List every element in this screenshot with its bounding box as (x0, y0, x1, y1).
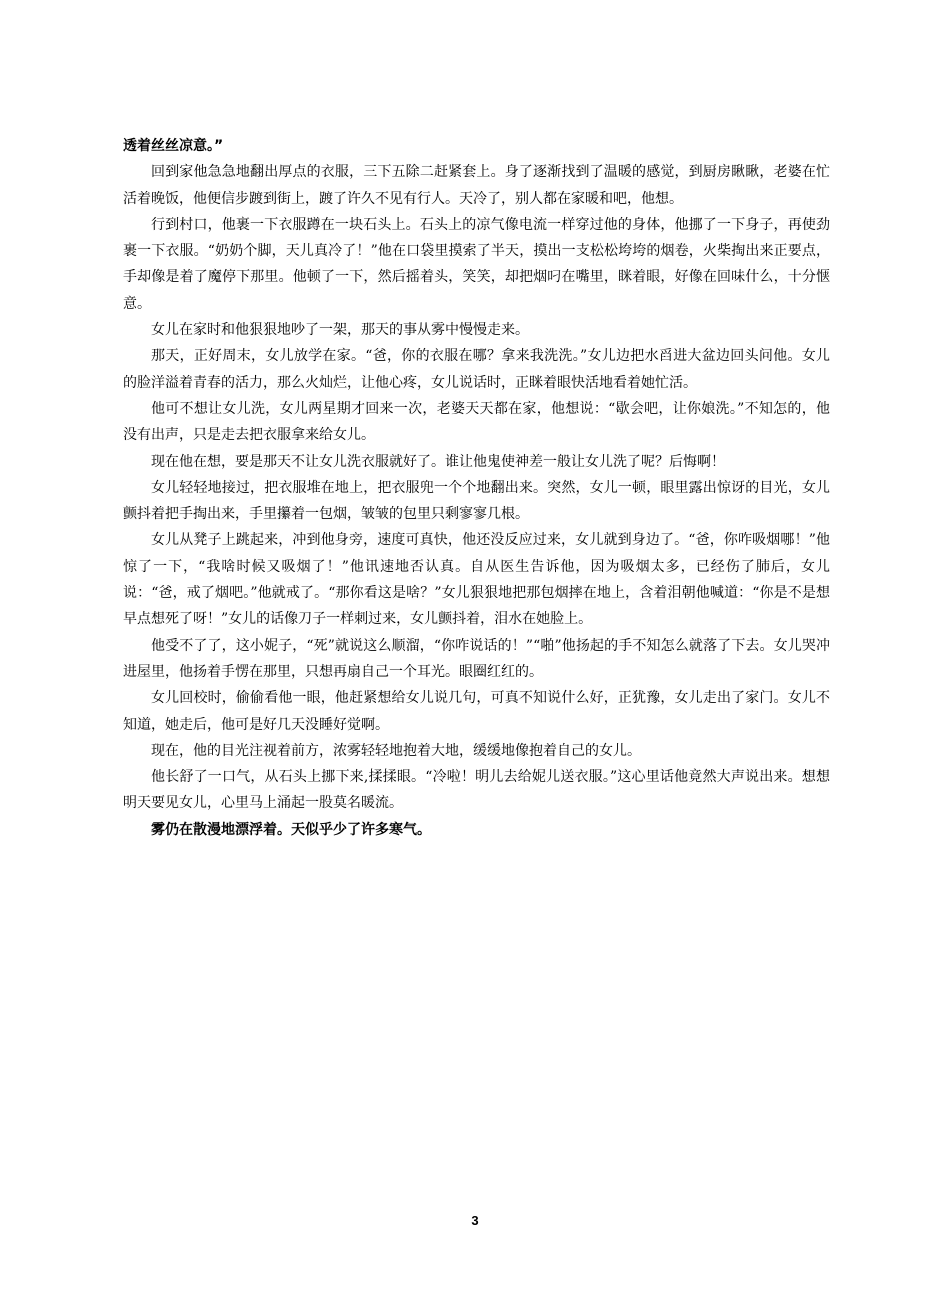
paragraph-12: 他长舒了一口气，从石头上挪下来,揉揉眼。“冷啦！明儿去给妮儿送衣服。”这心里话他竟然大声说出来。想想明天要见女儿，心里马上涌起一股莫名暖流。 (123, 769, 830, 812)
paragraph-8: 女儿从凳子上跳起来，冲到他身旁，速度可真快，他还没反应过来，女儿就到身边了。“爸，你咋吸烟哪！”他惊了一下，“我啥时候又吸烟了！”他讯速地否认真。自从医生告诉他，因为吸烟太多，已经伤了肺后，女儿说：“爸，戒了烟吧。”他就戒了。“那你看这是啥？”女儿狠狠地把那包烟摔在地上，含着泪朝他喊道：“你是不是想早点想死了呀！”女儿的话像刀子一样刺过来，女儿颤抖着，泪水在她脸上。 (123, 532, 830, 628)
paragraph-10: 女儿回校时，偷偷看他一眼，他赶紧想给女儿说几句，可真不知说什么好，正犹豫，女儿走出了家门。女儿不知道，她走后，他可是好几天没睡好觉啊。 (123, 690, 830, 733)
paragraph-6: 现在他在想，要是那天不让女儿洗衣服就好了。谁让他鬼使神差一般让女儿洗了呢？后悔啊！ (151, 453, 725, 470)
page-number: 3 (471, 1213, 479, 1228)
paragraph-4: 那天，正好周末，女儿放学在家。“爸，你的衣服在哪？拿来我洗洗。”女儿边把水舀进大盆边回头问他。女儿的脸洋溢着青春的活力，那么火灿烂，让他心疼，女儿说话时，正眯着眼快活地看着她忙活。 (123, 348, 830, 391)
paragraph-13: 雾仍在散漫地漂浮着。天似乎少了许多寒气。 (151, 821, 431, 838)
paragraph-11: 现在，他的目光注视着前方，浓雾轻轻地抱着大地，缓缓地像抱着自己的女儿。 (151, 742, 641, 759)
paragraph-0: 透着丝丝凉意。” (123, 138, 224, 154)
paragraph-5: 他可不想让女儿洗，女儿两星期才回来一次，老婆天天都在家，他想说：“歇会吧，让你娘洗。”不知怎的，他没有出声，只是走去把衣服拿来给女儿。 (123, 400, 830, 444)
paragraph-1: 回到家他急急地翻出厚点的衣服，三下五除二赶紧套上。身了逐渐找到了温暖的感觉，到厨房瞅瞅，老婆在忙活着晚饭，他便信步踱到街上，踱了许久不见有行人。天冷了，别人都在家暖和吧，他想。 (123, 164, 830, 207)
paragraph-3: 女儿在家时和他狠狠地吵了一架，那天的事从雾中慢慢走来。 (151, 322, 529, 339)
paragraph-7: 女儿轻轻地接过，把衣服堆在地上，把衣服兜一个个地翻出来。突然，女儿一顿，眼里露出惊讶的目光，女儿颤抖着把手掏出来，手里攥着一包烟，皱皱的包里只剩寥寥几根。 (123, 479, 830, 523)
article-body (123, 133, 830, 843)
paragraph-2: 行到村口，他裹一下衣服蹲在一块石头上。石头上的凉气像电流一样穿过他的身体，他挪了一下身子，再使劲裹一下衣服。“奶奶个脚，天儿真冷了！”他在口袋里摸索了半天，摸出一支松松垮垮的烟卷，火柴掏出来正要点，手却像是着了魔停下那里。他顿了一下，然后摇着头，笑笑，却把烟叼在嘴里，眯着眼，好像在回味什么，十分惬意。 (123, 216, 830, 312)
paragraph-9: 他受不了了，这小妮子，“死”就说这么顺溜，“你咋说话的！”“啪”他扬起的手不知怎么就落了下去。女儿哭冲进屋里，他扬着手愣在那里，只想再扇自己一个耳光。眼圈红红的。 (123, 637, 830, 680)
